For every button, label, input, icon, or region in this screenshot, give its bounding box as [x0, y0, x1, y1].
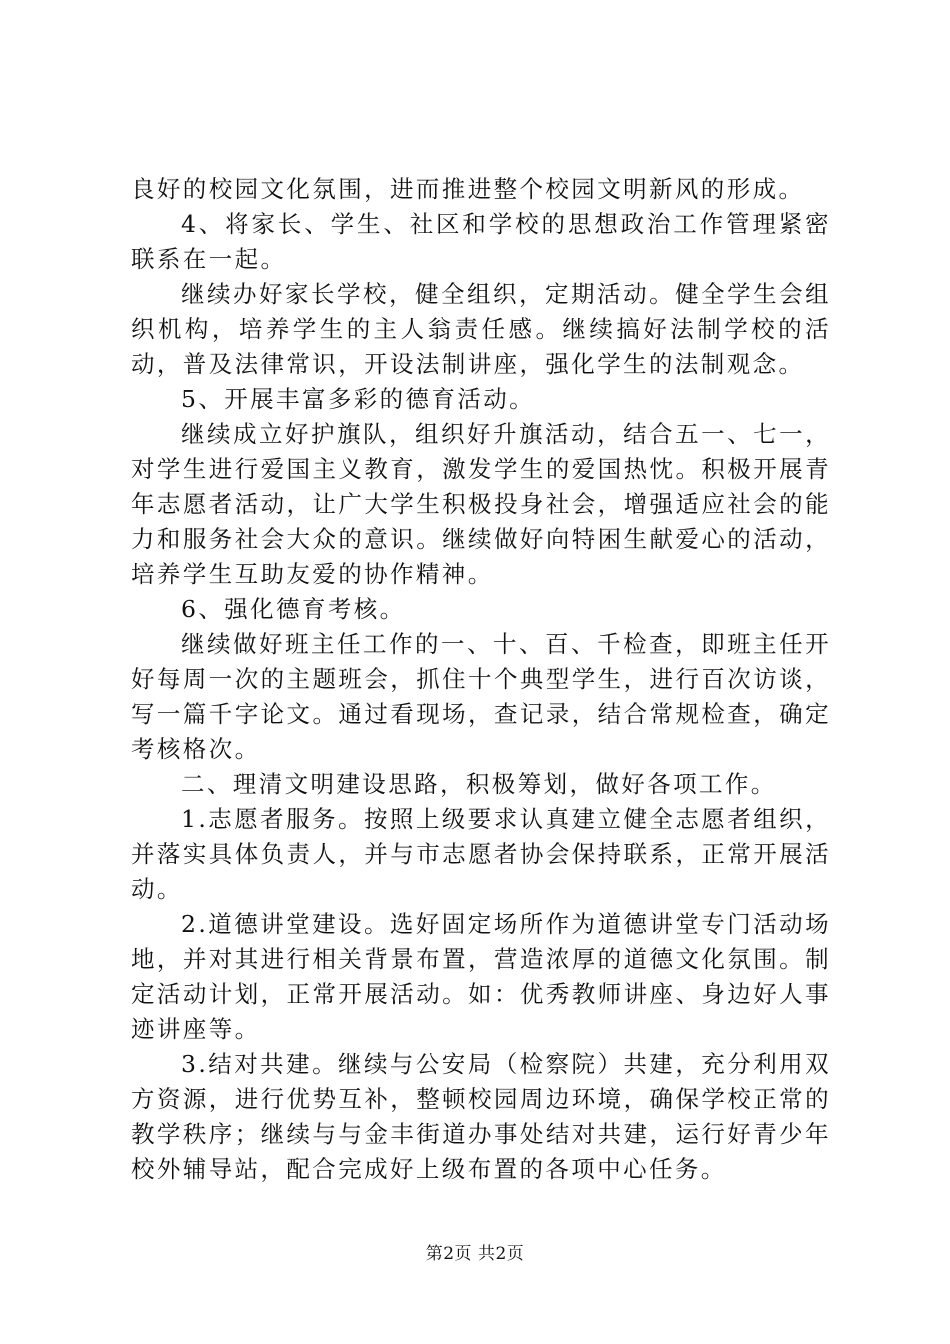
- paragraph-heading-4: 4、将家长、学生、社区和学校的思想政治工作管理紧密联系在一起。: [131, 210, 831, 273]
- paragraph-pair-building: 3.结对共建。继续与公安局（检察院）共建，充分利用双方资源，进行优势互补，整顿校园周边环境，确保学校正常的教学秩序；继续与与金丰街道办事处结对共建，运行好青少年校外辅导站，配合完成好上级布置的各项中心任务。: [131, 1050, 831, 1183]
- section-heading-2: 二、理清文明建设思路，积极筹划，做好各项工作。: [181, 770, 777, 798]
- paragraph-heading-5: 5、开展丰富多彩的德育活动。: [181, 385, 536, 413]
- paragraph-continuation: 良好的校园文化氛围，进而推进整个校园文明新风的形成。: [131, 175, 805, 203]
- paragraph-moral-lecture: 2.道德讲堂建设。选好固定场所作为道德讲堂专门活动场地，并对其进行相关背景布置，营造浓厚的道德文化氛围。制定活动计划，正常开展活动。如：优秀教师讲座、身边好人事迹讲座等。: [131, 910, 831, 1043]
- paragraph-flag-team: 继续成立好护旗队，组织好升旗活动，结合五一、七一，对学生进行爱国主义教育，激发学生的爱国热忱。积极开展青年志愿者活动，让广大学生积极投身社会，增强适应社会的能力和服务社会大众的意识。继续做好向特困生献爱心的活动，培养学生互助友爱的协作精神。: [131, 420, 831, 588]
- document-body: [131, 172, 831, 1187]
- page-footer: 第2页 共2页: [425, 1244, 525, 1264]
- paragraph-parent-school: 继续办好家长学校，健全组织，定期活动。健全学生会组织机构，培养学生的主人翁责任感。继续搞好法制学校的活动，普及法律常识，开设法制讲座，强化学生的法制观念。: [131, 280, 831, 378]
- paragraph-head-teacher: 继续做好班主任工作的一、十、百、千检查，即班主任开好每周一次的主题班会，抓住十个典型学生，进行百次访谈，写一篇千字论文。通过看现场，查记录，结合常规检查，确定考核格次。: [131, 630, 831, 763]
- paragraph-heading-6: 6、强化德育考核。: [181, 595, 406, 623]
- paragraph-volunteer-service: 1.志愿者服务。按照上级要求认真建立健全志愿者组织，并落实具体负责人，并与市志愿者协会保持联系，正常开展活动。: [131, 805, 831, 903]
